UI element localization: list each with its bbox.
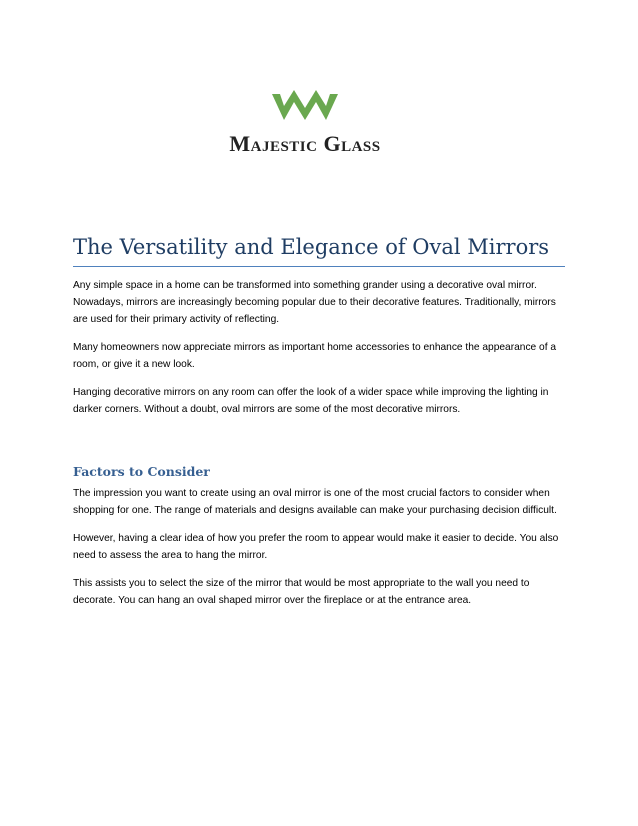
crown-icon: [270, 86, 340, 126]
section-paragraph-1: The impression you want to create using an oval mirror is one of the most crucial factors to consider when shopping for one. The range of materials and designs available can make your purchasing decision difficult.: [73, 488, 557, 516]
intro-paragraph-1: Any simple space in a home can be transformed into something grander using a decorative oval mirror. Nowadays, mirrors are increasingly becoming popular due to their decorative features. Traditionally, mirrors are used for their primary activity of reflecting.: [73, 280, 556, 325]
section-paragraph-2: However, having a clear idea of how you prefer the room to appear would make it easier to decide. You also need to assess the area to hang the mirror.: [73, 533, 559, 561]
article-title: The Versatility and Elegance of Oval Mirrors: [73, 232, 565, 267]
brand-name: Majestic Glass: [229, 131, 381, 156]
brand-logo: [210, 86, 400, 166]
section-heading: Factors to Consider: [73, 464, 210, 479]
article: [73, 232, 565, 609]
section-paragraph-3: This assists you to select the size of the mirror that would be most appropriate to the wall you need to decorate. You can hang an oval shaped mirror over the fireplace or at the entrance area.: [73, 578, 530, 606]
intro-paragraph-2: Many homeowners now appreciate mirrors as important home accessories to enhance the appearance of a room, or give it a new look.: [73, 342, 557, 370]
intro-paragraph-3: Hanging decorative mirrors on any room can offer the look of a wider space while improving the lighting in darker corners. Without a doubt, oval mirrors are some of the most decorative mirrors.: [73, 387, 549, 415]
